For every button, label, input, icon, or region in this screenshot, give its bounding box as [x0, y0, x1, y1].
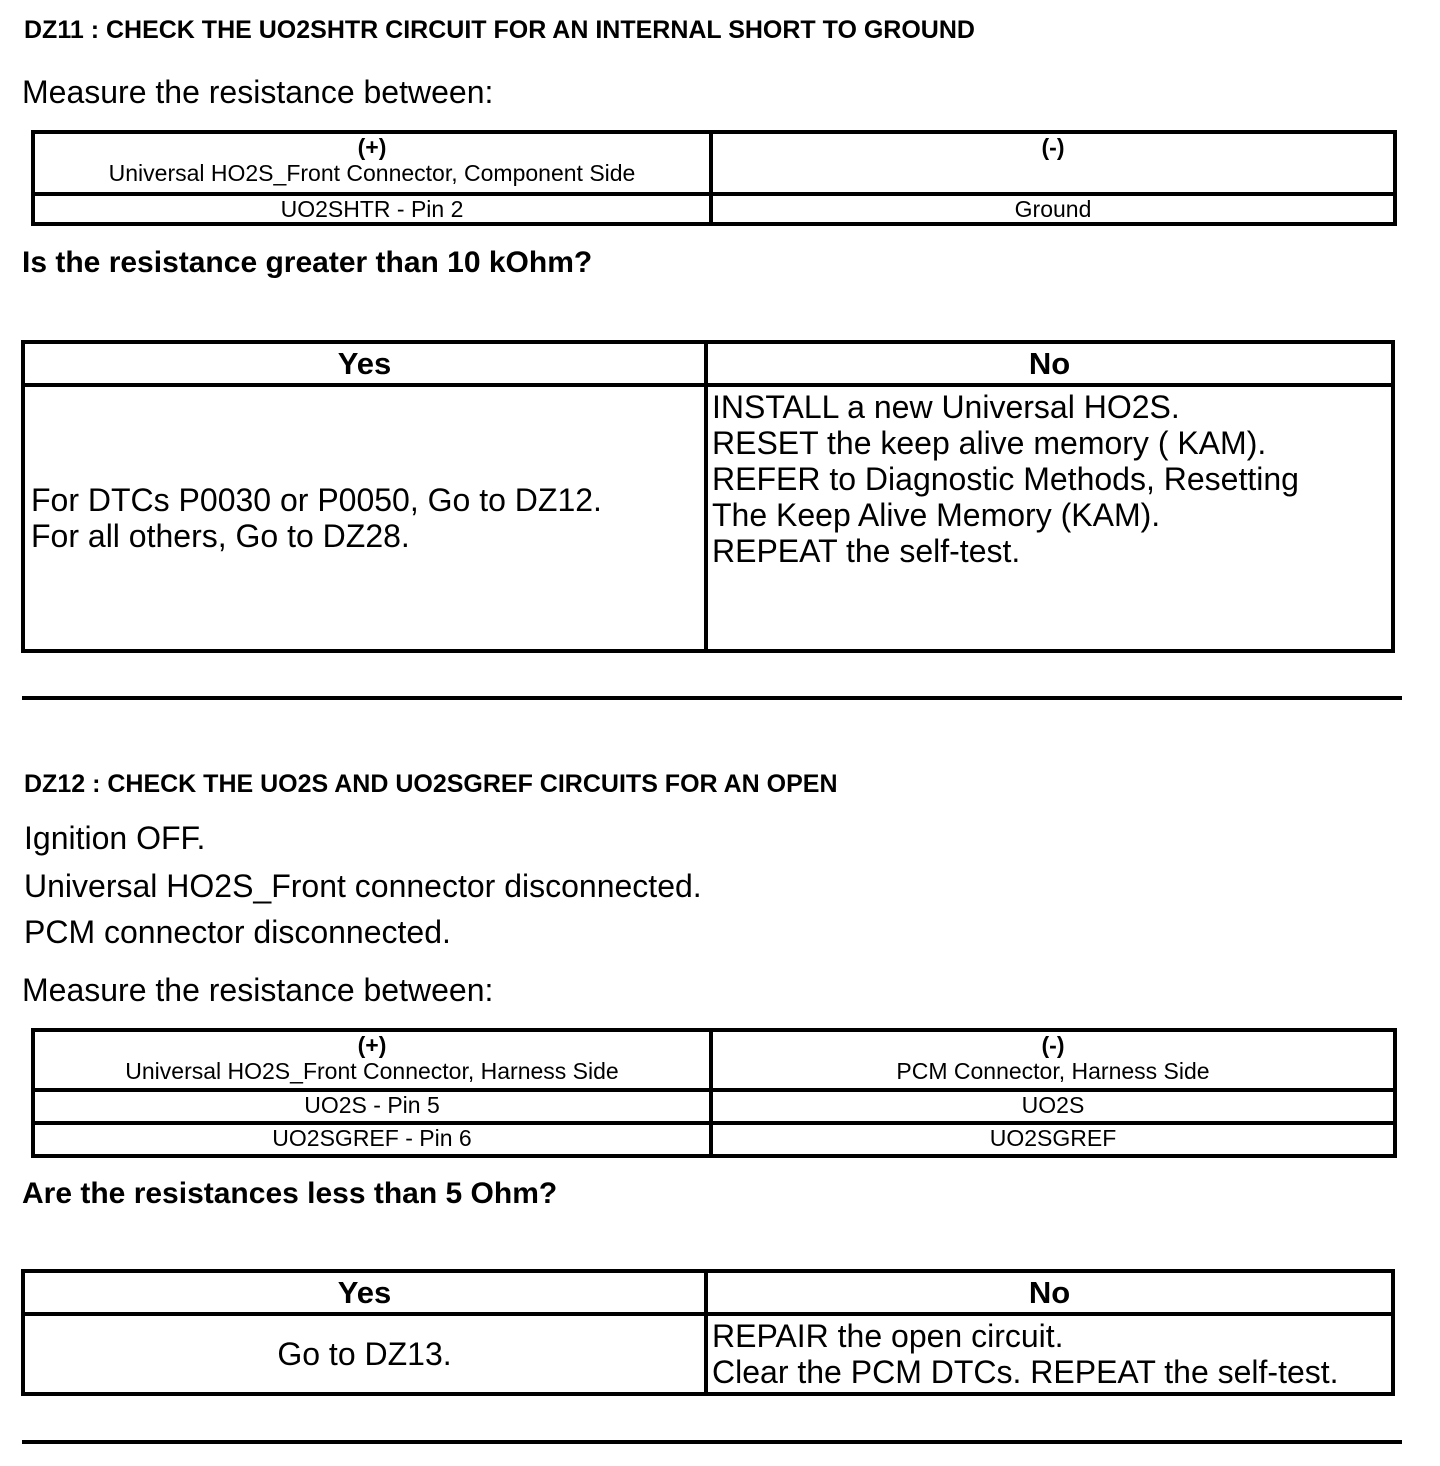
- measurement-row: [33, 1090, 1395, 1123]
- result-table-dz11: [21, 340, 1395, 653]
- measurement-header-row: [33, 1030, 1395, 1090]
- measure-instruction-dz12: Measure the resistance between:: [22, 972, 494, 1008]
- yes-line: For all others, Go to DZ28.: [31, 518, 410, 554]
- result-table-dz12: [21, 1269, 1395, 1396]
- minus-probe-header: [711, 1030, 1395, 1090]
- plus-sign: (+): [357, 1032, 387, 1058]
- section-divider: [22, 696, 1402, 700]
- no-line: Clear the PCM DTCs. REPEAT the self-test.: [712, 1354, 1339, 1390]
- measure-instruction-dz11: Measure the resistance between:: [22, 74, 494, 110]
- no-line: INSTALL a new Universal HO2S.: [712, 389, 1180, 425]
- yes-line: For DTCs P0030 or P0050, Go to DZ12.: [31, 482, 602, 518]
- plus-pin-cell: UO2SHTR - Pin 2: [33, 194, 711, 224]
- measurement-table-dz11: [31, 130, 1397, 226]
- no-line: REFER to Diagnostic Methods, Resetting: [712, 461, 1299, 497]
- no-header: No: [706, 342, 1393, 385]
- plus-connector-label: Universal HO2S_Front Connector, Component Side: [108, 160, 636, 186]
- step-title-dz11: DZ11 : CHECK THE UO2SHTR CIRCUIT FOR AN INTERNAL SHORT TO GROUND: [24, 16, 975, 44]
- yes-action-cell: [23, 385, 706, 651]
- step-title-dz12: DZ12 : CHECK THE UO2S AND UO2SGREF CIRCUITS FOR AN OPEN: [24, 770, 838, 798]
- minus-connector-label: PCM Connector, Harness Side: [896, 1058, 1210, 1084]
- result-body-row: [23, 385, 1393, 651]
- plus-probe-header: [33, 1030, 711, 1090]
- no-line: REPAIR the open circuit.: [712, 1318, 1064, 1354]
- plus-sign: (+): [357, 134, 387, 160]
- no-action-cell: [706, 385, 1393, 651]
- yes-action-cell: Go to DZ13.: [23, 1314, 706, 1394]
- question-dz12: Are the resistances less than 5 Ohm?: [22, 1177, 558, 1210]
- measurement-row: [33, 194, 1395, 224]
- condition-ignition: Ignition OFF.: [24, 820, 206, 856]
- measurement-header-row: [33, 132, 1395, 194]
- no-line: REPEAT the self-test.: [712, 533, 1021, 569]
- minus-sign: (-): [1041, 1032, 1065, 1058]
- result-header-row: [23, 342, 1393, 385]
- no-line: RESET the keep alive memory ( KAM).: [712, 425, 1267, 461]
- no-action-cell: [706, 1314, 1393, 1394]
- no-header: No: [706, 1271, 1393, 1314]
- condition-pcm-connector: PCM connector disconnected.: [24, 914, 451, 950]
- plus-probe-header: [33, 132, 711, 194]
- minus-pin-cell: UO2SGREF: [711, 1123, 1395, 1156]
- yes-header: Yes: [23, 342, 706, 385]
- minus-pin-cell: UO2S: [711, 1090, 1395, 1123]
- condition-ho2s-connector: Universal HO2S_Front connector disconnected.: [24, 868, 702, 904]
- plus-pin-cell: UO2SGREF - Pin 6: [33, 1123, 711, 1156]
- plus-pin-cell: UO2S - Pin 5: [33, 1090, 711, 1123]
- section-divider: [22, 1440, 1402, 1444]
- measurement-table-dz12: [31, 1028, 1397, 1158]
- yes-header: Yes: [23, 1271, 706, 1314]
- plus-connector-label: Universal HO2S_Front Connector, Harness Side: [125, 1058, 619, 1084]
- question-dz11: Is the resistance greater than 10 kOhm?: [22, 246, 593, 279]
- result-body-row: [23, 1314, 1393, 1394]
- minus-probe-header: [711, 132, 1395, 194]
- no-line: The Keep Alive Memory (KAM).: [712, 497, 1161, 533]
- result-header-row: [23, 1271, 1393, 1314]
- measurement-row: [33, 1123, 1395, 1156]
- minus-pin-cell: Ground: [711, 194, 1395, 224]
- minus-sign: (-): [1041, 134, 1065, 160]
